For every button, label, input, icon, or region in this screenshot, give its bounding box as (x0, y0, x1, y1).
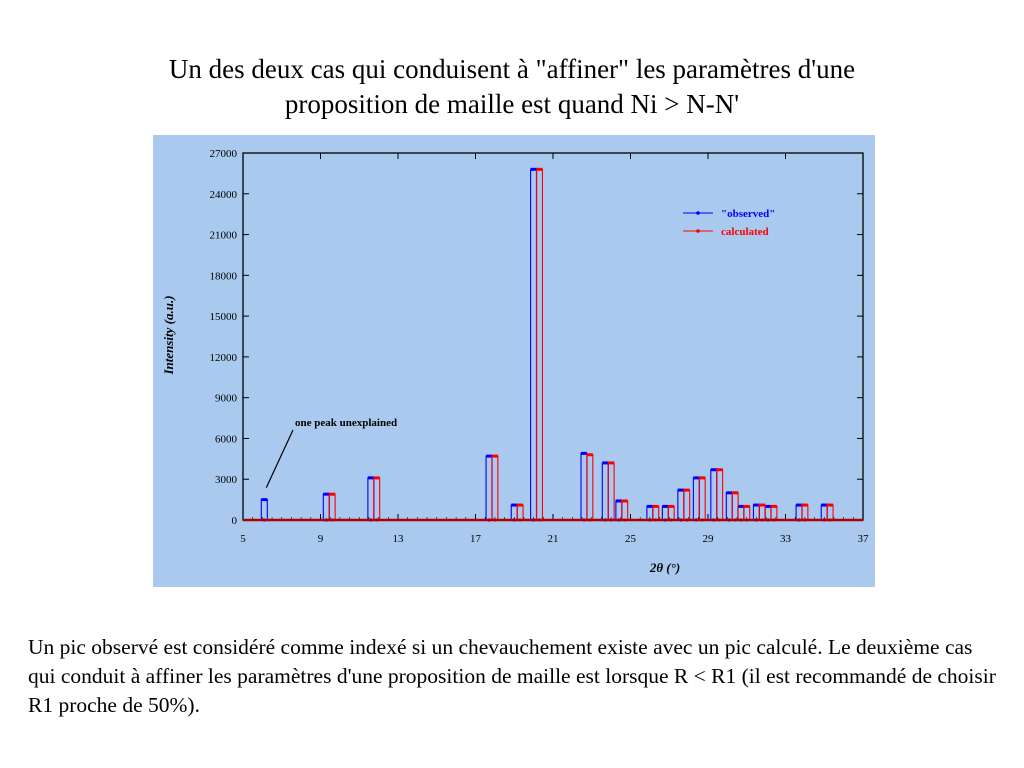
slide-title-line-1: Un des deux cas qui conduisent à "affiner" les paramètres d'une (168, 54, 856, 84)
observed-peak (323, 494, 329, 521)
calculated-peak (608, 463, 614, 522)
observed-peak (711, 470, 717, 522)
y-tick-label: 6000 (215, 433, 237, 446)
powder-diffraction-chart (153, 135, 875, 587)
x-tick-label: 29 (702, 533, 714, 545)
x-tick-label: 5 (240, 533, 246, 545)
y-tick-label: 3000 (215, 474, 237, 487)
legend-entry-observed (683, 208, 775, 220)
x-tick-label: 21 (547, 533, 559, 545)
x-tick-label: 13 (392, 533, 404, 545)
y-tick-label: 15000 (209, 311, 237, 324)
y-tick-label: 0 (231, 515, 237, 527)
calculated-peak (717, 470, 723, 522)
calculated-peak (684, 490, 690, 522)
observed-peak (602, 463, 608, 522)
calculated-peak (622, 501, 628, 522)
observed-peak (678, 490, 684, 522)
observed-peak (531, 169, 537, 521)
x-tick-label: 9 (317, 533, 324, 545)
y-axis-title: Intensity (a.u.) (161, 295, 176, 375)
y-tick-label: 21000 (209, 229, 237, 242)
x-tick-label: 33 (780, 533, 791, 545)
calculated-peak (587, 455, 593, 522)
calculated-peak (374, 478, 380, 522)
observed-peak (581, 453, 587, 521)
observed-peak (693, 478, 699, 522)
x-tick-label: 25 (625, 533, 636, 545)
y-tick-label: 12000 (209, 351, 237, 364)
y-tick-label: 18000 (209, 270, 237, 283)
observed-peak (368, 478, 374, 522)
legend-label: "observed" (721, 208, 776, 220)
chart-panel (153, 135, 875, 587)
legend-entry-calculated (683, 226, 769, 238)
body-paragraph: Un pic observé est considéré comme indexé si un chevauchement existe avec un pic calculé. Le deuxième cas qui conduit à affiner les paramètres d'une proposition de maille est lorsque R < R1 (il est recommandé de choisir R1 proche de 50%). (28, 635, 996, 717)
slide-title-line-2: proposition de maille est quand Ni > N-N' (284, 89, 740, 119)
x-tick-label: 17 (470, 533, 481, 545)
y-tick-label: 27000 (209, 148, 237, 160)
legend-label: calculated (721, 226, 769, 238)
annotation-text: one peak unexplained (295, 417, 398, 429)
y-tick-label: 9000 (215, 392, 237, 405)
observed-peak (486, 456, 492, 521)
y-tick-label: 24000 (209, 188, 237, 201)
calculated-peak (492, 456, 498, 521)
calculated-peak (536, 169, 542, 521)
calculated-peak (699, 478, 705, 522)
x-axis-title: 2θ (°) (649, 560, 681, 575)
slide-title (40, 52, 984, 122)
x-tick-label: 37 (857, 533, 869, 545)
